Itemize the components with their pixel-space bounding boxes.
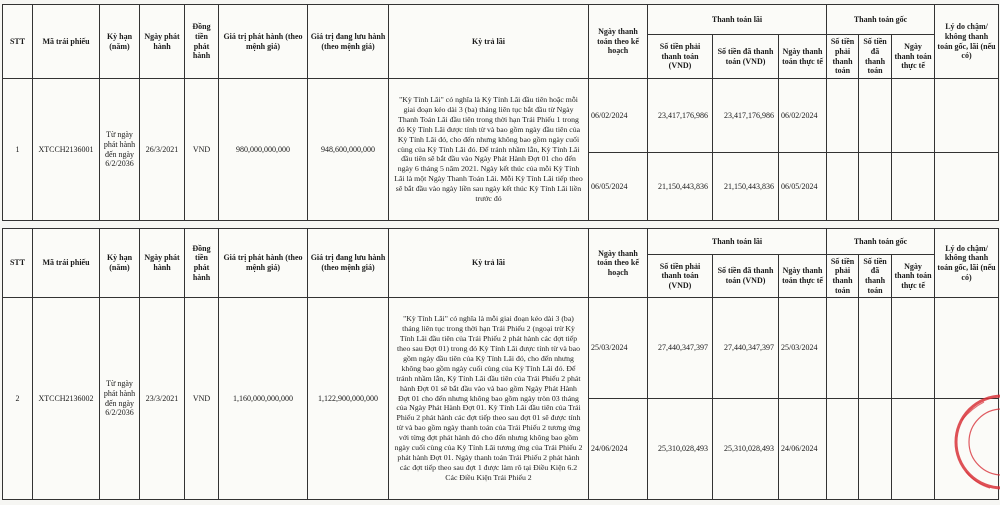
header-interest-period: Kỳ trả lãi bbox=[389, 229, 589, 298]
cell-amount-due: 23,417,176,986 bbox=[648, 79, 713, 153]
cell-delay-reason bbox=[935, 79, 999, 153]
cell-amount-due: 25,310,028,493 bbox=[648, 399, 713, 500]
header-principal-paid: Số tiền đã thanh toán bbox=[859, 35, 892, 79]
cell-amount-due: 27,440,347,397 bbox=[648, 298, 713, 399]
cell-planned-date: 25/03/2024 bbox=[589, 298, 648, 399]
cell-issue-value: 980,000,000,000 bbox=[219, 79, 308, 221]
cell-principal-due bbox=[827, 399, 859, 500]
header-principal-payment: Thanh toán gốc bbox=[827, 229, 935, 255]
cell-actual-date: 25/03/2024 bbox=[779, 298, 827, 399]
cell-amount-paid: 27,440,347,397 bbox=[713, 298, 779, 399]
header-interest-period: Kỳ trả lãi bbox=[389, 5, 589, 79]
cell-interest-period: "Kỳ Tính Lãi" có nghĩa là Kỳ Tính Lãi đầu tiên hoặc mỗi giai đoạn kéo dài 3 (ba) tháng liên tục bắt đầu từ Ngày Thanh Toán Lãi đầu tiên trong thời hạn Trái Phiếu 1 trong đó Kỳ Tính Lãi được tính từ và bao gồm ngày đầu tiên của Kỳ Tính Lãi đó, cho đến nhưng không bao gồm ngày cuối cùng của Kỳ Tính Lãi đó. Để tránh nhầm lẫn, Kỳ Tính Lãi đầu tiên sẽ bắt đầu vào Ngày Phát Hành Đợt 01 cho đến ngày 6 tháng 5 năm 2021. Ngày kết thúc của mỗi Kỳ Tính Lãi là một Ngày Thanh Toán Lãi. Mỗi Kỳ Tính Lãi tiếp theo sẽ bắt đầu vào ngày liền sau ngày kết thúc Kỳ Tính Lãi liền trước đó bbox=[389, 79, 589, 221]
company-seal-stamp bbox=[952, 380, 1000, 500]
cell-principal-paid bbox=[859, 298, 892, 399]
cell-amount-paid: 21,150,443,836 bbox=[713, 153, 779, 221]
header-planned-date: Ngày thanh toán theo kế hoạch bbox=[589, 5, 648, 79]
header-term: Kỳ hạn (năm) bbox=[100, 5, 140, 79]
header-delay-reason: Lý do chậm/ không thanh toán gốc, lãi (nếu có) bbox=[935, 229, 999, 298]
header-interest-payment: Thanh toán lãi bbox=[648, 5, 827, 35]
table-row bbox=[3, 298, 999, 399]
cell-amount-paid: 25,310,028,493 bbox=[713, 399, 779, 500]
header-stt: STT bbox=[3, 229, 33, 298]
cell-currency: VND bbox=[185, 79, 219, 221]
header-amount-due: Số tiền phải thanh toán (VND) bbox=[648, 255, 713, 298]
cell-principal-due bbox=[827, 153, 859, 221]
cell-planned-date: 06/05/2024 bbox=[589, 153, 648, 221]
header-actual-date: Ngày thanh toán thực tế bbox=[779, 255, 827, 298]
cell-principal-due bbox=[827, 79, 859, 153]
cell-amount-due: 21,150,443,836 bbox=[648, 153, 713, 221]
cell-principal-actual-date bbox=[892, 298, 935, 399]
header-amount-paid: Số tiền đã thanh toán (VND) bbox=[713, 255, 779, 298]
cell-delay-reason bbox=[935, 153, 999, 221]
header-amount-paid: Số tiền đã thanh toán (VND) bbox=[713, 35, 779, 79]
cell-interest-period: "Kỳ Tính Lãi" có nghĩa là mỗi giai đoạn kéo dài 3 (ba) tháng liên tục trong thời hạn Trái Phiếu 2 (ngoại trừ Kỳ Tính Lãi đầu tiên của Trái Phiếu 2 phát hành các đợt tiếp theo sau Đợt 01) trong đó Kỳ Tính Lãi được tính từ và bao gồm ngày đầu tiên của Kỳ Tính Lãi đó, cho đến nhưng không bao gồm ngày cuối cùng của Kỳ Tính Lãi đó. Để tránh nhầm lẫn, Kỳ Tính Lãi đầu tiên của Trái Phiếu 2 phát hành Đợt 01 sẽ bắt đầu vào và bao gồm Ngày Phát Hành Đợt 01 cho đến nhưng không bao gồm ngày tròn 03 tháng của Ngày Phát Hành Đợt 01. Kỳ Tính Lãi đầu tiên của Trái Phiếu 2 phát hành các đợt tiếp theo sau đợt 01 sẽ được tính từ và bao gồm ngày thanh toán của Trái Phiếu 2 tương ứng với từng đợt phát hành đó cho đến nhưng không bao gồm ngày cuối cùng của Kỳ Tính Lãi tương ứng của Trái Phiếu 2 phát hành Đợt 01. Ngày thanh toán Trái Phiếu 2 phát hành các đợt tiếp theo sau đợt 1 được làm rõ tại Điều Kiện 6.2 Các Điều Kiện Trái Phiếu 2 bbox=[389, 298, 589, 500]
cell-planned-date: 24/06/2024 bbox=[589, 399, 648, 500]
header-term: Kỳ hạn (năm) bbox=[100, 229, 140, 298]
cell-principal-paid bbox=[859, 399, 892, 500]
cell-currency: VND bbox=[185, 298, 219, 500]
cell-principal-actual-date bbox=[892, 79, 935, 153]
cell-actual-date: 24/06/2024 bbox=[779, 399, 827, 500]
cell-bond-code: XTCCH2136001 bbox=[33, 79, 100, 221]
cell-principal-actual-date bbox=[892, 399, 935, 500]
header-interest-payment: Thanh toán lãi bbox=[648, 229, 827, 255]
cell-amount-paid: 23,417,176,986 bbox=[713, 79, 779, 153]
header-issue-value: Giá trị phát hành (theo mệnh giá) bbox=[219, 229, 308, 298]
header-bond-code: Mã trái phiếu bbox=[33, 229, 100, 298]
cell-planned-date: 06/02/2024 bbox=[589, 79, 648, 153]
header-currency: Đồng tiền phát hành bbox=[185, 5, 219, 79]
cell-principal-due bbox=[827, 298, 859, 399]
cell-term: Từ ngày phát hành đến ngày 6/2/2036 bbox=[100, 298, 140, 500]
header-issue-date: Ngày phát hành bbox=[140, 5, 185, 79]
bond-table-1 bbox=[2, 4, 999, 221]
header-outstanding: Giá trị đang lưu hành (theo mệnh giá) bbox=[308, 5, 389, 79]
cell-actual-date: 06/05/2024 bbox=[779, 153, 827, 221]
bond-table-2 bbox=[2, 228, 999, 500]
header-planned-date: Ngày thanh toán theo kế hoạch bbox=[589, 229, 648, 298]
cell-principal-actual-date bbox=[892, 153, 935, 221]
header-actual-date: Ngày thanh toán thực tế bbox=[779, 35, 827, 79]
table-row bbox=[3, 79, 999, 153]
header-outstanding: Giá trị đang lưu hành (theo mệnh giá) bbox=[308, 229, 389, 298]
cell-bond-code: XTCCH2136002 bbox=[33, 298, 100, 500]
header-bond-code: Mã trái phiếu bbox=[33, 5, 100, 79]
header-principal-actual-date: Ngày thanh toán thực tế bbox=[892, 255, 935, 298]
header-stt: STT bbox=[3, 5, 33, 79]
cell-stt: 2 bbox=[3, 298, 33, 500]
cell-term: Từ ngày phát hành đến ngày 6/2/2036 bbox=[100, 79, 140, 221]
cell-issue-date: 26/3/2021 bbox=[140, 79, 185, 221]
cell-outstanding: 1,122,900,000,000 bbox=[308, 298, 389, 500]
header-principal-paid: Số tiền đã thanh toán bbox=[859, 255, 892, 298]
cell-issue-date: 23/3/2021 bbox=[140, 298, 185, 500]
header-amount-due: Số tiền phải thanh toán (VND) bbox=[648, 35, 713, 79]
header-issue-value: Giá trị phát hành (theo mệnh giá) bbox=[219, 5, 308, 79]
cell-actual-date: 06/02/2024 bbox=[779, 79, 827, 153]
header-delay-reason: Lý do chậm/ không thanh toán gốc, lãi (nếu có) bbox=[935, 5, 999, 79]
cell-issue-value: 1,160,000,000,000 bbox=[219, 298, 308, 500]
seal-inner-ring bbox=[969, 409, 1000, 475]
header-principal-actual-date: Ngày thanh toán thực tế bbox=[892, 35, 935, 79]
cell-outstanding: 948,600,000,000 bbox=[308, 79, 389, 221]
header-principal-payment: Thanh toán gốc bbox=[827, 5, 935, 35]
header-principal-due: Số tiền phải thanh toán bbox=[827, 35, 859, 79]
cell-principal-paid bbox=[859, 153, 892, 221]
cell-principal-paid bbox=[859, 79, 892, 153]
header-principal-due: Số tiền phải thanh toán bbox=[827, 255, 859, 298]
header-currency: Đồng tiền phát hành bbox=[185, 229, 219, 298]
cell-stt: 1 bbox=[3, 79, 33, 221]
header-issue-date: Ngày phát hành bbox=[140, 229, 185, 298]
